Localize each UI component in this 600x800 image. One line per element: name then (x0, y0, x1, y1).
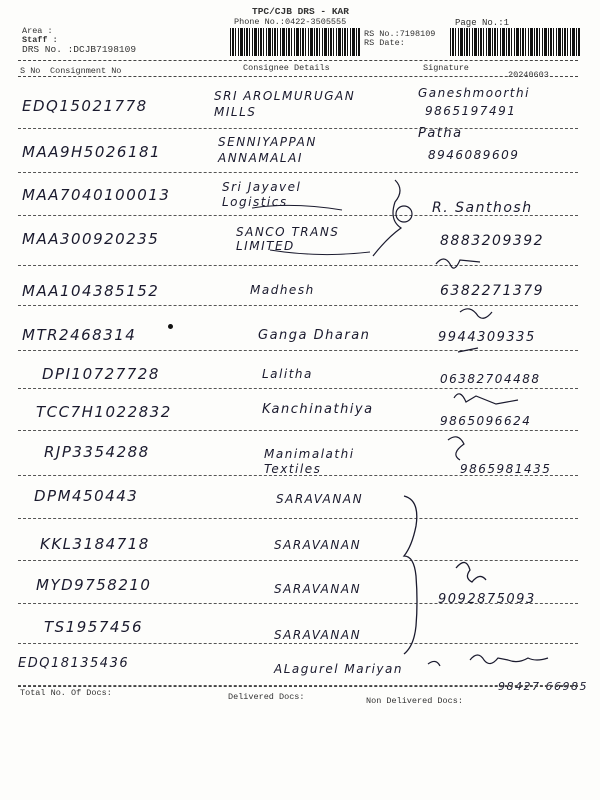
consignment-no: MAA7040100013 (22, 186, 171, 204)
consignment-no: MTR2468314 (22, 326, 137, 344)
date-stamp: 20240603 (508, 70, 549, 80)
col-sno: S No (20, 66, 41, 76)
consignment-no: MAA104385152 (22, 282, 160, 300)
area-label: Area : (22, 26, 53, 36)
consignment-no: DPM450443 (34, 487, 139, 505)
consignee-name: ALagurel Mariyan (274, 662, 403, 676)
consignee-name: SARAVANAN (274, 538, 362, 552)
drs-number: DRS No. :DCJB7198109 (22, 44, 137, 55)
consignee-name: SARAVANAN (274, 582, 362, 596)
rs-date: RS Date: (364, 38, 405, 48)
consignee-phone: 9865096624 (440, 414, 532, 428)
consignment-no: MAA9H5026181 (22, 143, 162, 161)
consignment-no: TS1957456 (44, 618, 143, 636)
consignment-no: MYD9758210 (36, 576, 152, 594)
phone-number: Phone No.:0422-3505555 (234, 17, 347, 27)
doc-title: TPC/CJB DRS - KAR (252, 6, 349, 17)
col-consignment: Consignment No (50, 66, 122, 76)
consignee-name: Ganga Dharan (258, 328, 371, 343)
signature-scribble (436, 259, 480, 268)
consignment-no: MAA300920235 (22, 230, 160, 248)
delivered-docs: Delivered Docs: (228, 692, 305, 702)
consignment-no: EDQ15021778 (22, 97, 148, 115)
footer-divider (18, 686, 578, 687)
consignee-name: Manimalathi Textiles (264, 447, 355, 476)
signature: Ganeshmoorthi (418, 86, 530, 100)
consignee-name: SANCO TRANS LIMITED (236, 225, 340, 253)
consignee-name: SARAVANAN (274, 628, 362, 642)
rs-number: RS No.:7198109 (364, 29, 436, 39)
consignee-phone: 06382704488 (440, 372, 541, 386)
col-signature: Signature (423, 63, 469, 73)
ink-group-bracket (404, 496, 417, 654)
signature: Patha (418, 126, 463, 141)
signature: R. Santhosh (432, 200, 533, 216)
consignment-no: TCC7H1022832 (36, 403, 172, 421)
consignee-name: Madhesh (250, 283, 315, 297)
consignment-no: DPI10727728 (42, 365, 160, 383)
consignee-phone: 8946089609 (428, 148, 520, 162)
consignee-name: SARAVANAN (276, 492, 364, 506)
consignee-phone: 9865981435 (460, 462, 552, 476)
consignee-phone: 8883209392 (440, 233, 545, 249)
consignee-phone: 9944309335 (438, 330, 536, 345)
consignee-name: SRI AROLMURUGAN MILLS (214, 89, 356, 119)
consignee-phone: 98427 66985 (498, 680, 588, 693)
consignee-phone: 9865197491 (425, 104, 517, 118)
consignment-no: EDQ18135436 (18, 656, 130, 671)
col-consignee: Consignee Details (243, 63, 330, 73)
non-delivered-docs: Non Delivered Docs: (366, 696, 463, 706)
consignment-no: KKL3184718 (40, 535, 150, 553)
consignee-phone: 6382271379 (440, 283, 545, 299)
consignee-name: Kanchinathiya (262, 402, 374, 417)
consignee-name: Lalitha (262, 367, 313, 381)
page-number: Page No.:1 (455, 18, 510, 28)
consignee-name: SENNIYAPPAN ANNAMALAI (218, 135, 317, 165)
staff-label: Staff : (22, 35, 58, 45)
consignee-name: Sri Jayavel Logistics (222, 180, 302, 209)
ink-circle (396, 206, 412, 222)
total-docs: Total No. Of Docs: (20, 688, 112, 698)
consignment-no: RJP3354288 (44, 443, 150, 461)
consignee-phone: 9092875093 (438, 592, 536, 607)
